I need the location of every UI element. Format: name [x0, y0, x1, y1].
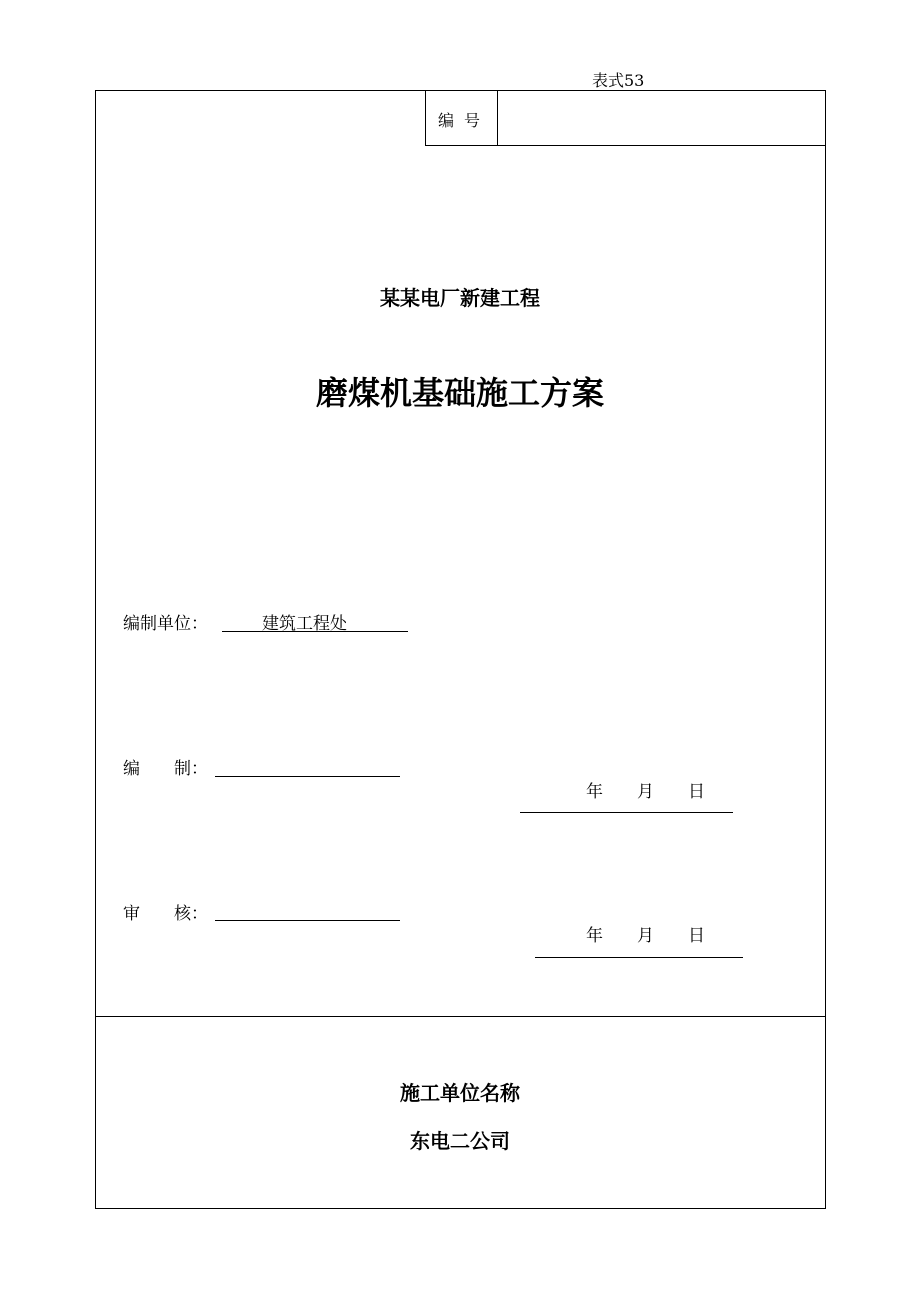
reviewed-by-date-line [535, 957, 743, 958]
document-title: 磨煤机基础施工方案 [315, 374, 604, 412]
number-box-divider [497, 90, 498, 146]
footer-divider [95, 1016, 826, 1017]
reviewed-by-signature-line [215, 920, 400, 921]
cover-frame [95, 90, 826, 1209]
number-box-bottom-border [425, 145, 826, 146]
compiling-unit-underline [222, 631, 408, 632]
number-label: 编号 [438, 111, 491, 130]
compiled-by-date: 年 月 日 [586, 782, 705, 802]
compiled-by-date-line [520, 812, 733, 813]
reviewed-by-label: 审 核： [123, 904, 208, 924]
compiling-unit-label: 编制单位： [123, 614, 208, 634]
number-box-left-border [425, 90, 426, 146]
compiled-by-signature-line [215, 776, 400, 777]
compiled-by-label: 编 制： [123, 759, 208, 779]
project-name: 某某电厂新建工程 [380, 286, 540, 310]
footer-label: 施工单位名称 [400, 1081, 520, 1105]
compiling-unit-value: 建筑工程处 [262, 614, 347, 634]
company-name: 东电二公司 [410, 1129, 510, 1153]
form-number: 表式53 [592, 71, 645, 90]
reviewed-by-date: 年 月 日 [586, 926, 705, 946]
